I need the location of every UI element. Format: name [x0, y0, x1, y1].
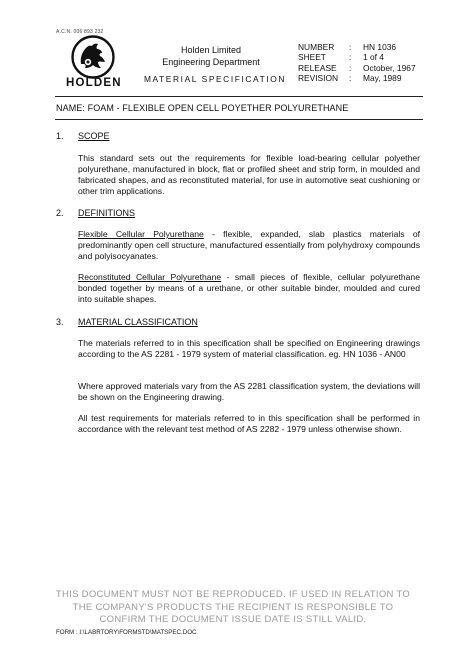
classification-paragraph-3: All test requirements for materials referred to in this specification shall be performed in accordance with the relevant test method of AS 2282 - 1979 unless otherwise shown.	[78, 413, 420, 434]
definition-reconstituted	[78, 272, 420, 305]
definition-text: - flexible, expanded, slab plastics materials of predominantly open cell structure, manufactured essentially from polyhydroxy compounds and polyisocyanates.	[78, 229, 420, 261]
section-number: 3.	[56, 317, 64, 327]
definition-term: Flexible Cellular Polyurethane	[78, 229, 204, 239]
department-name: Engineering Department	[162, 57, 260, 67]
classification-paragraph-2: Where approved materials vary from the AS 2281 classification system, the deviations will be shown on the Engineering drawing.	[78, 381, 420, 402]
meta-row-sheet	[298, 52, 416, 62]
company-block	[150, 44, 272, 68]
meta-key: RELEASE	[298, 62, 337, 73]
definition-flexible	[78, 229, 420, 262]
meta-sep: :	[349, 42, 352, 52]
scope-paragraph: This standard sets out the requirements for flexible load-bearing cellular polyether polyurethane, manufactured in block, flat or profiled sheet and strip form, in moulded and fabricated shapes, and as reconstituted material, for use in automotive seat cushioning or other trim applications.	[78, 153, 420, 196]
reproduction-warning	[40, 589, 426, 627]
section-title: MATERIAL CLASSIFICATION	[78, 317, 198, 327]
meta-key: NUMBER	[298, 42, 335, 52]
definition-term: Reconstituted Cellular Polyurethane	[78, 272, 222, 282]
warning-line: CONFIRM THE DOCUMENT ISSUE DATE IS STILL VALID.	[99, 614, 367, 625]
warning-line: THIS DOCUMENT MUST NOT BE REPRODUCED. IF USED IN RELATION TO	[55, 589, 411, 600]
section-number: 2.	[56, 208, 64, 218]
header-divider	[55, 96, 423, 97]
meta-value: 1 of 4	[363, 52, 384, 63]
material-name: NAME: FOAM - FLEXIBLE OPEN CELL POYETHER POLYURETHANE	[56, 103, 349, 113]
logo-wordmark: HOLDEN	[66, 77, 122, 89]
section-title: SCOPE	[78, 131, 110, 141]
lion-emblem-icon	[71, 35, 115, 79]
meta-row-release	[298, 63, 416, 73]
name-divider	[55, 119, 423, 120]
classification-paragraph-1: The materials referred to in this specification shall be specified on Engineering drawings according to the AS 2281 - 1979 system of material classification. eg. HN 1036 - AN00	[78, 338, 420, 359]
meta-sep: :	[349, 52, 352, 63]
meta-value: October, 1967	[363, 62, 416, 73]
meta-key: REVISION	[298, 73, 339, 84]
section-title: DEFINITIONS	[78, 208, 136, 218]
definition-text: - small pieces of flexible, cellular polyurethane bonded together by means of a urethane, or other suitable binder, moulded and cured into suitable shapes.	[78, 272, 420, 304]
spec-title: MATERIAL SPECIFICATION	[143, 74, 287, 84]
company-name: Holden Limited	[180, 45, 242, 55]
meta-key: SHEET	[298, 52, 326, 63]
meta-row-revision	[298, 73, 416, 83]
section-number: 1.	[56, 131, 64, 141]
meta-sep: :	[349, 62, 352, 73]
meta-row-number	[298, 42, 416, 52]
holden-logo	[58, 35, 128, 91]
warning-line: THE COMPANY'S PRODUCTS THE RECIPIENT IS RESPONSIBLE TO	[72, 601, 394, 613]
document-meta	[298, 42, 416, 84]
acn-number: A.C.N. 006 893 232	[56, 29, 104, 35]
meta-sep: :	[349, 73, 352, 84]
meta-value: May, 1989	[363, 73, 402, 84]
meta-value: HN 1036	[363, 42, 397, 52]
form-path: FORM : I:\LABRTORY\FORMSTD\MATSPEC.DOC	[56, 629, 197, 636]
